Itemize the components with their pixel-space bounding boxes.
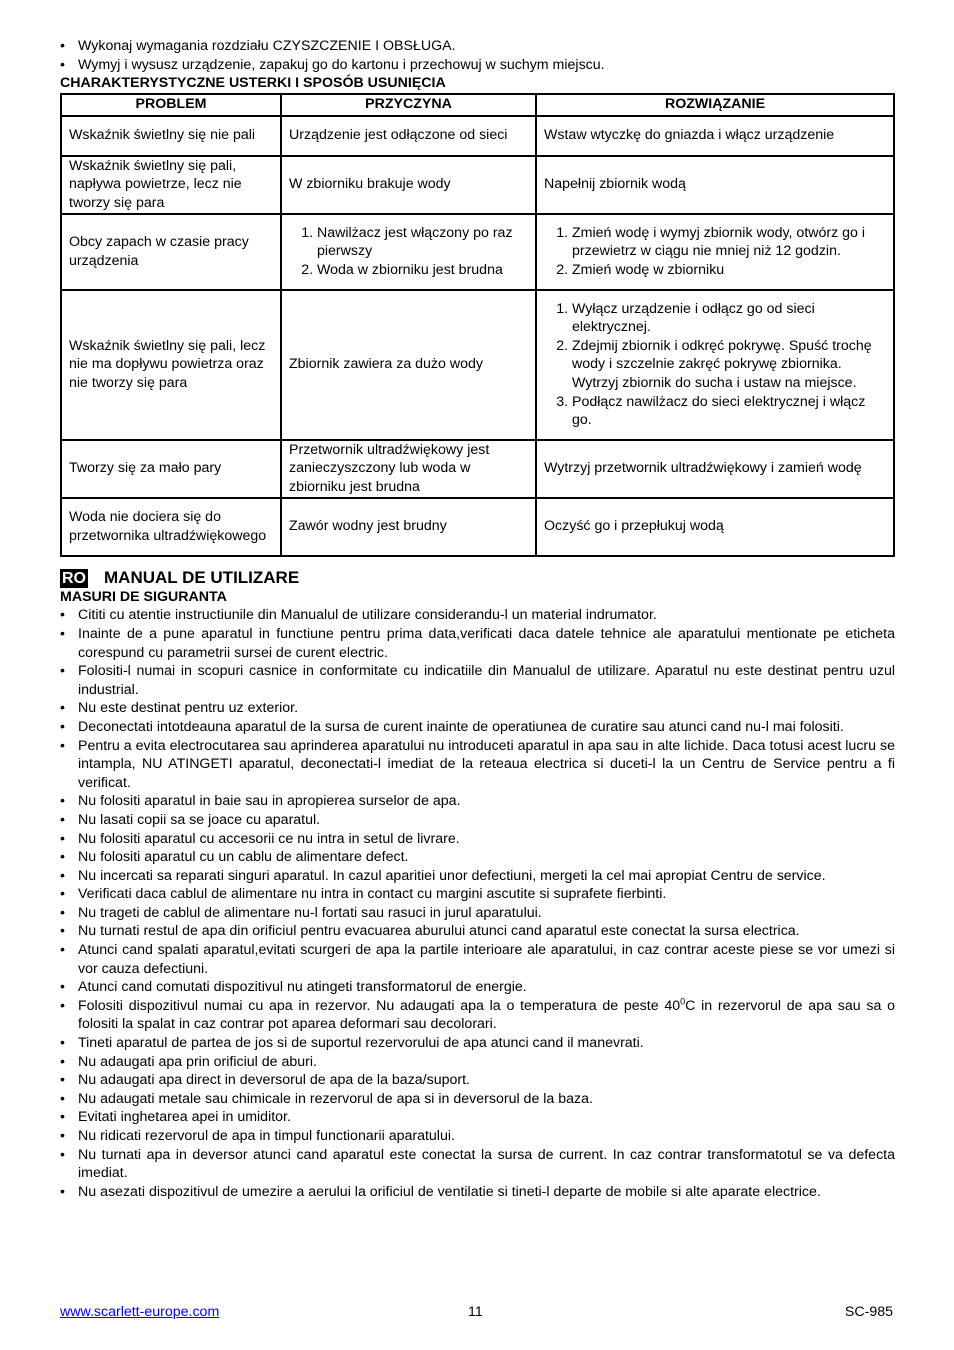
temp-text-before: Folositi dispozitivul numai cu apa in rezervor. Nu adaugati apa la o temperatura de peste 40 [78, 997, 681, 1014]
table-row [61, 498, 894, 556]
safety-bullet: • Tineti aparatul de partea de jos si de suportul rezervorului de apa atunci cand il manevrati. [60, 1034, 895, 1053]
table-row [61, 214, 894, 290]
safety-bullet: • Nu incercati sa reparati singuri aparatul. In cazul aparitiei unor defectiuni, mergeti la cel mai apropiat Centru de service. [60, 867, 895, 886]
safety-bullet: • Nu folositi aparatul cu un cablu de alimentare defect. [60, 848, 895, 867]
page-number: 11 [468, 1304, 483, 1320]
table-header-row [61, 94, 894, 116]
intro-bullet: • Wymyj i wysusz urządzenie, zapakuj go do kartonu i przechowuj w suchym miejscu. [60, 56, 895, 75]
problem-cell: Tworzy się za mało pary [61, 440, 281, 498]
safety-bullet: • Nu trageti de cablul de alimentare nu-l fortati sau rasuci in jurul aparatului. [60, 904, 895, 923]
solution-list-item: 2. Zmień wodę w zbiorniku [572, 261, 886, 280]
problem-cell: Woda nie dociera się do przetwornika ultradźwiękowego [61, 498, 281, 556]
safety-bullet: • Nu este destinat pentru uz exterior. [60, 699, 895, 718]
page-body [60, 37, 895, 1201]
safety-bullet: • Pentru a evita electrocutarea sau aprinderea aparatului nu introduceti aparatul in apa sau in alte lichide. Daca totusi acest lucru se intampla, NU ATINGETI aparatul, deconectati-l imediat de la reteaua electrica si duceti-l la un Centru de Service pentru a fi verificat. [60, 737, 895, 793]
cause-cell: Zbiornik zawiera za dużo wody [281, 290, 536, 440]
solution-list-item: 3. Podłącz nawilżacz do sieci elektrycznej i włącz go. [572, 393, 886, 430]
problem-cell: Wskaźnik świetlny się nie pali [61, 116, 281, 156]
column-header-problem: PROBLEM [61, 94, 281, 116]
safety-bullet: • Nu adaugati metale sau chimicale in rezervorul de apa si in deversorul de la baza. [60, 1090, 895, 1109]
safety-bullet: • Nu folositi aparatul cu accesorii ce nu intra in setul de livrare. [60, 830, 895, 849]
cause-list-item: 2. Woda w zbiorniku jest brudna [317, 261, 528, 280]
intro-bullet-list [60, 37, 895, 74]
safety-bullet: • Verificati daca cablul de alimentare nu intra in contact cu margini ascutite si suprafete fierbinti. [60, 885, 895, 904]
page-footer [60, 1303, 893, 1323]
cause-cell: Zawór wodny jest brudny [281, 498, 536, 556]
table-row [61, 116, 894, 156]
safety-bullet: • Nu ridicati rezervorul de apa in timpul functionarii aparatului. [60, 1127, 895, 1146]
solution-cell [536, 290, 894, 440]
safety-bullet: • Atunci cand spalati aparatul,evitati scurgeri de apa la partile interioare ale aparatului, in caz contrar aceste piese se vor umezi si vor cauza defectiuni. [60, 941, 895, 978]
problem-cell: Obcy zapach w czasie pracy urządzenia [61, 214, 281, 290]
solution-cell: Oczyść go i przepłukuj wodą [536, 498, 894, 556]
temp-text-after: C in rezervorul de apa sau sa o folositi la spalat in caz contrar pot aparea deformari sau decolorari. [78, 997, 895, 1033]
solution-cell: Napełnij zbiornik wodą [536, 156, 894, 214]
safety-bullet: • Nu asezati dispozitivul de umezire a aerului la orificiul de ventilatie si tineti-l departe de mobile si alte aparate electrice. [60, 1183, 895, 1202]
cause-cell: Przetwornik ultradźwiękowy jest zanieczyszczony lub woda w zbiorniku jest brudna [281, 440, 536, 498]
intro-bullet: • Wykonaj wymagania rozdziału CZYSZCZENIE I OBSŁUGA. [60, 37, 895, 56]
safety-bullet: • Deconectati intotdeauna aparatul de la sursa de curent inainte de operatiunea de curatire sau atunci cand nu-l mai folositi. [60, 718, 895, 737]
problem-cell: Wskaźnik świetlny się pali, napływa powietrze, lecz nie tworzy się para [61, 156, 281, 214]
safety-bullet-list [60, 606, 895, 1201]
safety-bullet: • Nu adaugati apa direct in deversorul de apa de la baza/suport. [60, 1071, 895, 1090]
safety-bullet: • Folositi-l numai in scopuri casnice in conformitate cu indicatiile din Manualul de utilizare. Aparatul nu este destinat pentru uzul industrial. [60, 662, 895, 699]
website-link[interactable]: www.scarlett-europe.com [60, 1304, 220, 1320]
cause-cell: W zbiorniku brakuje wody [281, 156, 536, 214]
safety-bullet: • Nu turnati apa in deversor atunci cand aparatul este conectat la sursa de current. In caz contrar transformatotul se va defecta imediat. [60, 1146, 895, 1183]
cause-list-item: 1. Nawilżacz jest włączony po raz pierwszy [317, 224, 528, 261]
table-row [61, 440, 894, 498]
solution-list-item: 1. Zmień wodę i wymyj zbiornik wody, otwórz go i przewietrz w ciągu nie mniej niż 12 godzin. [572, 224, 886, 261]
solution-list-item: 2. Zdejmij zbiornik i odkręć pokrywę. Spuść trochę wody i szczelnie zakręć pokrywę zbiornika. Wytrzyj zbiornik do sucha i ustaw na miejsce. [572, 337, 886, 393]
safety-bullet: • Cititi cu atentie instructiunile din Manualul de utilizare considerandu-l un material indrumator. [60, 606, 895, 625]
column-header-cause: PRZYCZYNA [281, 94, 536, 116]
solution-cell: Wytrzyj przetwornik ultradźwiękowy i zamień wodę [536, 440, 894, 498]
safety-bullet-temperature [60, 997, 895, 1034]
table-row [61, 290, 894, 440]
safety-bullet: • Atunci cand comutati dispozitivul nu atingeti transformatorul de energie. [60, 978, 895, 997]
table-row [61, 156, 894, 214]
language-badge: RO [62, 569, 86, 587]
safety-bullet: • Inainte de a pune aparatul in functiune pentru prima data,verificati daca datele tehnice ale aparatului mentionate pe eticheta corespund cu parametrii sursei de curent electric. [60, 625, 895, 662]
column-header-solution: ROZWIĄZANIE [536, 94, 894, 116]
manual-title: MANUAL DE UTILIZARE [104, 567, 300, 587]
safety-bullet: • Nu adaugati apa prin orificiul de aburi. [60, 1053, 895, 1072]
safety-heading: MASURI DE SIGURANTA [60, 588, 227, 605]
safety-bullet: • Nu turnati restul de apa din orificiul pentru evacuarea aburului atunci cand aparatul este conectat la sursa electrica. [60, 922, 895, 941]
cause-cell [281, 214, 536, 290]
cause-cell: Urządzenie jest odłączone od sieci [281, 116, 536, 156]
solution-cell [536, 214, 894, 290]
degree-superscript: 0 [680, 996, 686, 1007]
safety-bullet: • Nu lasati copii sa se joace cu aparatul. [60, 811, 895, 830]
troubleshooting-table [60, 93, 895, 557]
romanian-section-title [60, 569, 895, 588]
safety-bullet: • Evitati inghetarea apei in umiditor. [60, 1108, 895, 1127]
solution-list-item: 1. Wyłącz urządzenie i odłącz go od sieci elektrycznej. [572, 300, 886, 337]
problem-cell: Wskaźnik świetlny się pali, lecz nie ma dopływu powietrza oraz nie tworzy się para [61, 290, 281, 440]
model-number: SC-985 [844, 1304, 893, 1320]
solution-cell: Wstaw wtyczkę do gniazda i włącz urządzenie [536, 116, 894, 156]
troubleshooting-heading: CHARAKTERYSTYCZNE USTERKI I SPOSÓB USUNIĘCIA [60, 75, 446, 92]
safety-bullet: • Nu folositi aparatul in baie sau in apropierea surselor de apa. [60, 792, 895, 811]
